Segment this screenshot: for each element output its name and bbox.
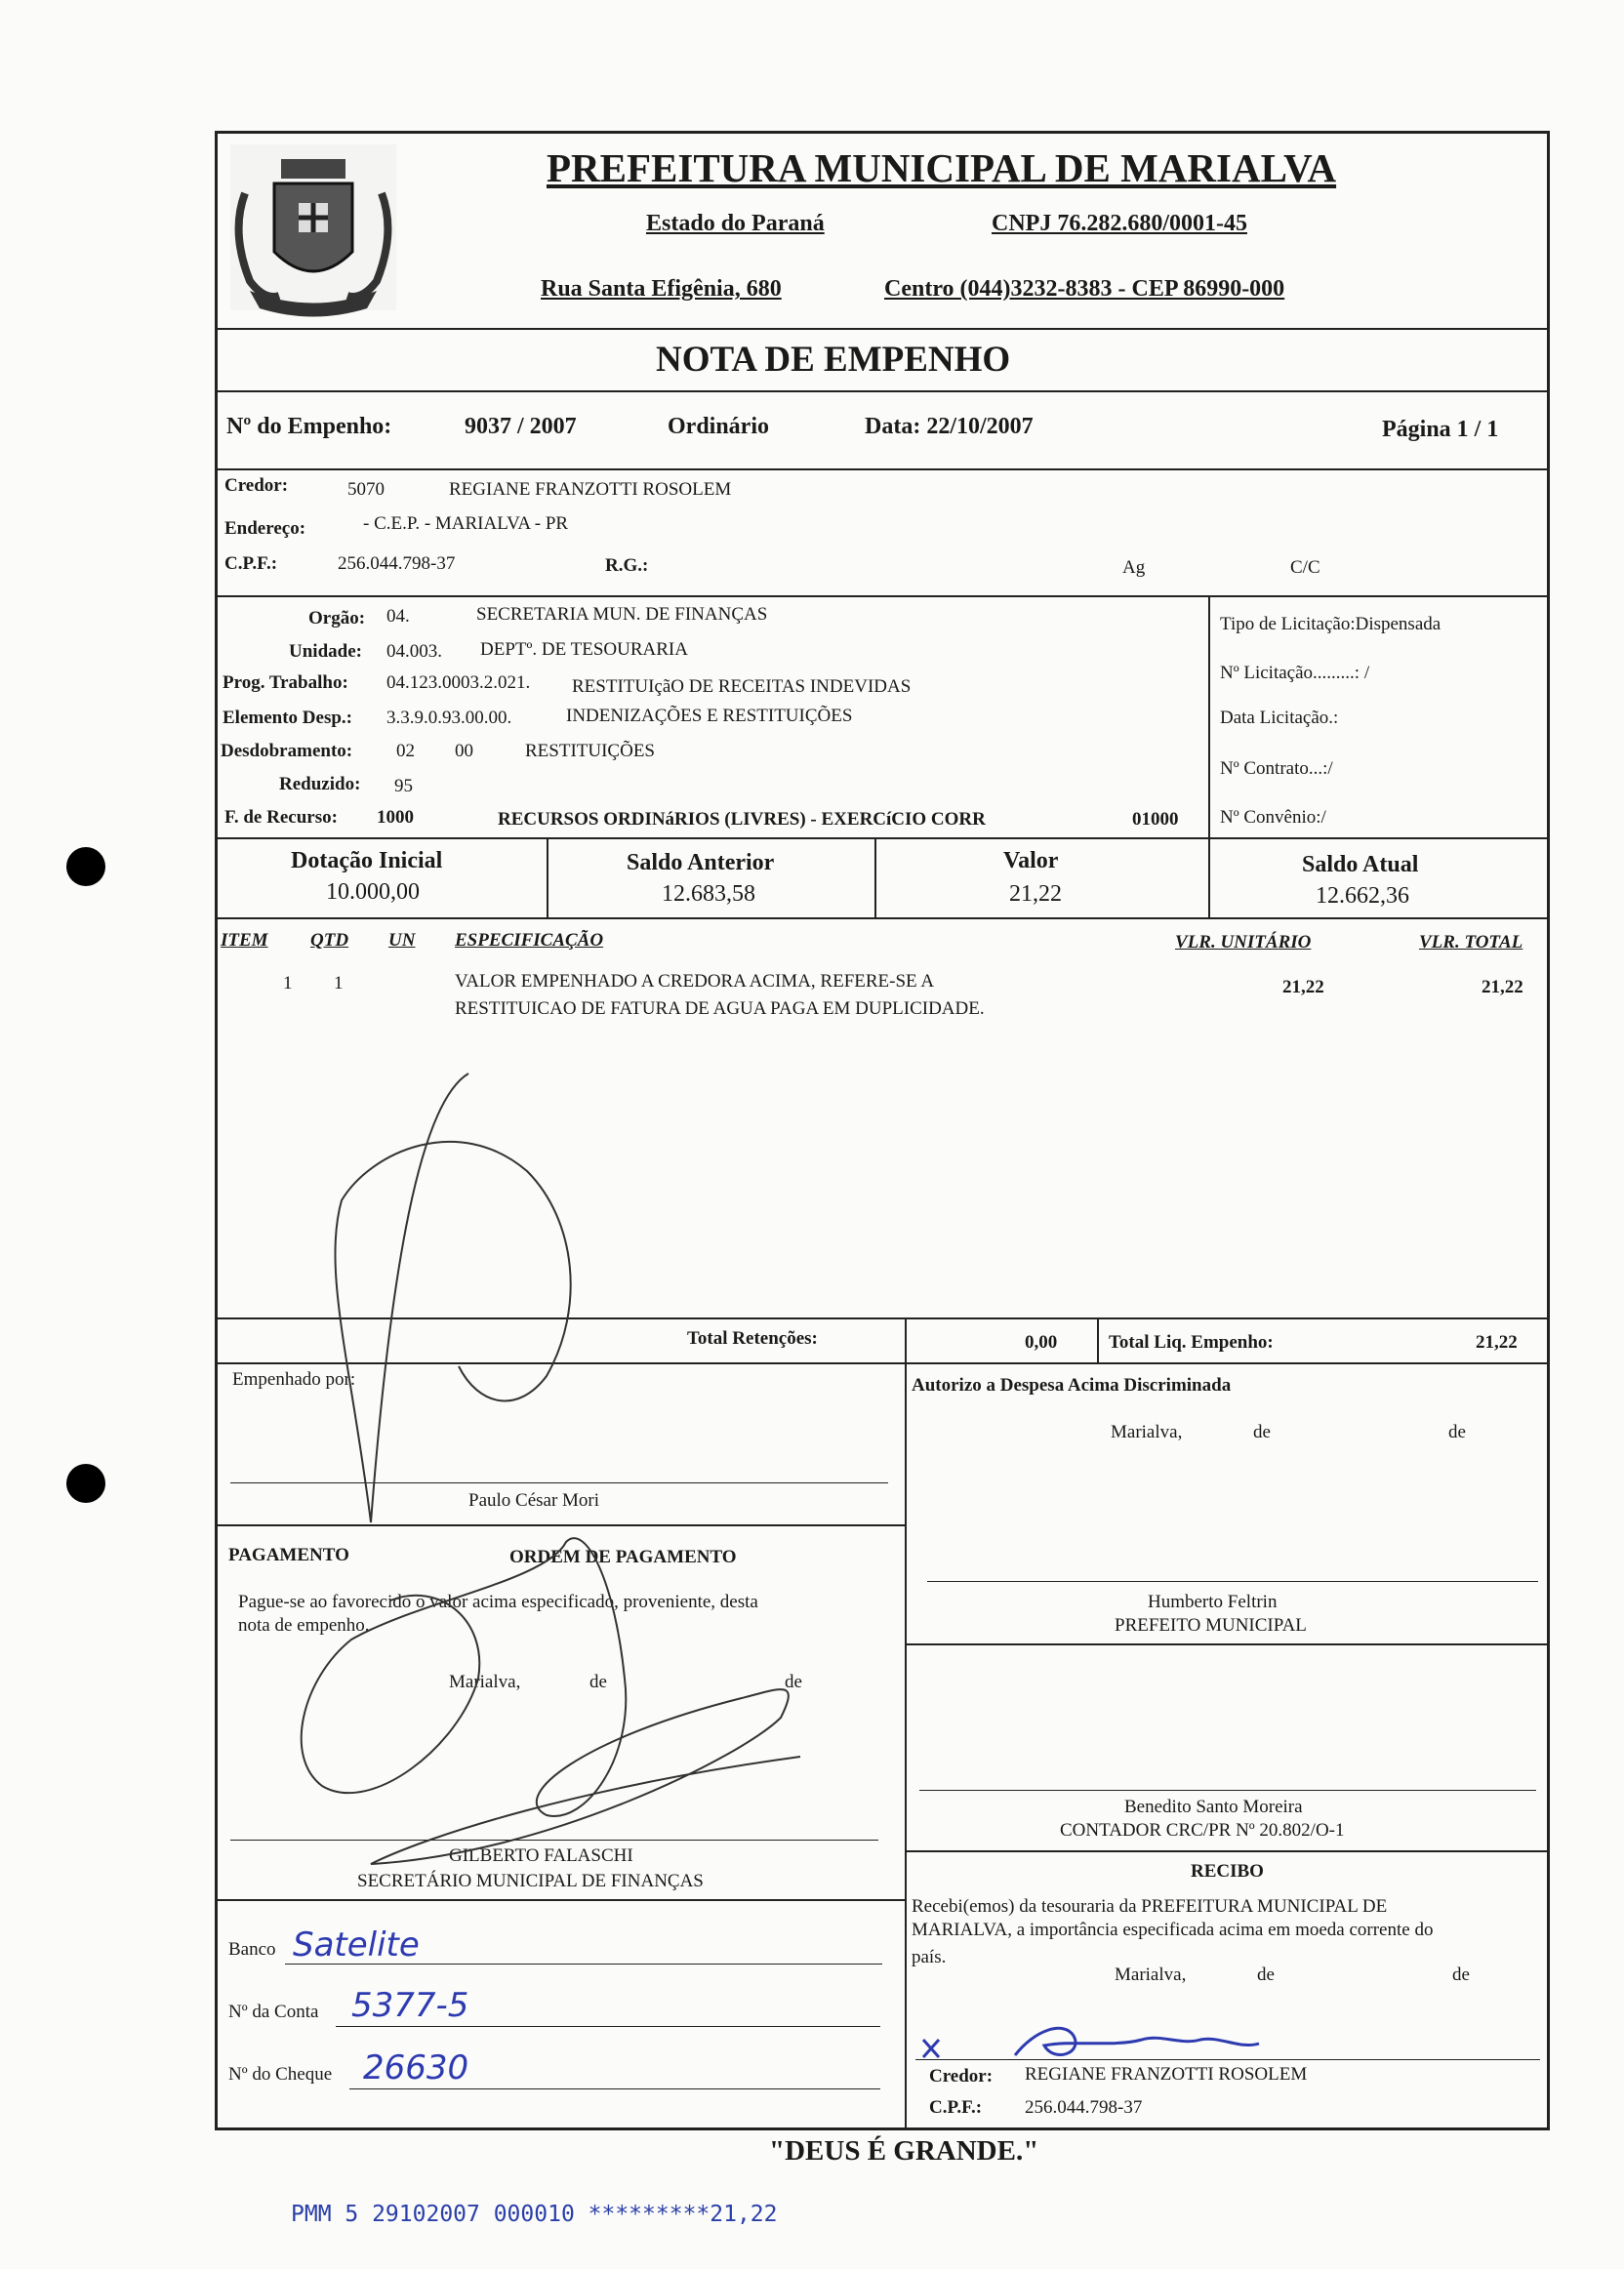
item-spec-line1: VALOR EMPENHADO A CREDORA ACIMA, REFERE-SE A [455,971,935,992]
item-vlr-unitario: 21,22 [1282,977,1324,997]
payment-stamp: PMM 5 29102007 000010 *********21,22 [291,2202,778,2227]
recibo-text-line3: país. [912,1947,947,1967]
desdobramento-code1: 02 [396,741,415,761]
desdobramento-name: RESTITUIÇÕES [525,741,655,761]
endereco-label: Endereço: [224,518,306,539]
recibo-credor-name: REGIANE FRANZOTTI ROSOLEM [1025,2064,1308,2085]
pagamento-de1: de [589,1672,607,1692]
ordem-pagamento-label: ORDEM DE PAGAMENTO [509,1547,737,1567]
item-vlr-total: 21,22 [1482,977,1523,997]
unidade-code: 04.003. [386,641,442,662]
recibo-cpf-label: C.P.F.: [929,2097,983,2118]
total-retencoes-value: 0,00 [1025,1332,1058,1353]
saldo-atual-label: Saldo Atual [1302,852,1419,877]
autorizo-de2: de [1448,1422,1466,1442]
cheque-label: Nº do Cheque [228,2064,333,2085]
punch-hole-bottom [66,1464,105,1503]
unidade-label: Unidade: [289,641,362,662]
recibo-text-line1: Recebi(emos) da tesouraria da PREFEITURA MUNICIPAL DE [912,1896,1388,1917]
fonte-recurso-name: RECURSOS ORDINáRIOS (LIVRES) - EXERCíCIO CORR [498,809,986,830]
contador-role: CONTADOR CRC/PR Nº 20.802/O-1 [1060,1820,1345,1841]
col-un: UN [388,930,416,951]
elemento-name: INDENIZAÇÕES E RESTITUIÇÕES [566,706,853,726]
elemento-code: 3.3.9.0.93.00.00. [386,708,512,728]
municipality-title: PREFEITURA MUNICIPAL DE MARIALVA [547,145,1337,190]
recibo-cpf: 256.044.798-37 [1025,2097,1143,2118]
saldo-anterior-value: 12.683,58 [662,881,755,907]
empenho-date: Data: 22/10/2007 [865,414,1034,439]
pagamento-text-line2: nota de empenho. [238,1615,370,1636]
valor-label: Valor [1003,848,1059,873]
dotacao-inicial-value: 10.000,00 [326,879,420,905]
state-name: Estado do Paraná [646,211,825,236]
endereco: - C.E.P. - MARIALVA - PR [363,513,569,534]
data-licitacao: Data Licitação.: [1220,708,1339,728]
document-title: NOTA DE EMPENHO [656,340,1011,380]
pagamento-de2: de [785,1672,802,1692]
reduzido-value: 95 [394,776,413,796]
col-vlr-total: VLR. TOTAL [1419,932,1523,952]
dotacao-inicial-label: Dotação Inicial [291,848,443,873]
cheque-value: 26630 [363,2048,469,2087]
desdobramento-code2: 00 [455,741,473,761]
numero-convenio: Nº Convênio:/ [1220,807,1326,828]
tipo-licitacao: Tipo de Licitação:Dispensada [1220,614,1441,634]
col-vlr-unitario: VLR. UNITÁRIO [1175,932,1312,952]
total-retencoes-label: Total Retenções: [687,1328,818,1349]
recibo-de2: de [1452,1965,1470,1985]
conta-label: Nº da Conta [228,2002,319,2022]
prog-trabalho-name: RESTITUIçãO DE RECEITAS INDEVIDAS [572,676,912,697]
empenho-number-label: Nº do Empenho: [226,414,392,439]
item-spec-line2: RESTITUICAO DE FATURA DE AGUA PAGA EM DUPLICIDADE. [455,998,985,1019]
cpf: 256.044.798-37 [338,553,456,574]
prefeito-role: PREFEITO MUNICIPAL [1115,1615,1307,1636]
empenho-number: 9037 / 2007 [465,414,577,439]
autorizo-de1: de [1253,1422,1271,1442]
numero-licitacao: Nº Licitação.........: / [1220,663,1370,683]
col-qtd: QTD [310,930,349,951]
fonte-recurso-label: F. de Recurso: [224,807,338,828]
orgao-label: Orgão: [308,608,366,628]
prefeito-name: Humberto Feltrin [1148,1592,1278,1612]
punch-hole-top [66,847,105,886]
desdobramento-label: Desdobramento: [221,741,353,761]
valor-value: 21,22 [1009,881,1062,907]
prog-trabalho-label: Prog. Trabalho: [223,672,348,693]
credor-name: REGIANE FRANZOTTI ROSOLEM [449,479,732,500]
reduzido-label: Reduzido: [279,774,361,794]
item-number: 1 [283,973,293,993]
col-item: ITEM [221,930,268,951]
item-qtd: 1 [334,973,344,993]
pagamento-label: PAGAMENTO [228,1545,349,1565]
col-especificacao: ESPECIFICAÇÃO [455,930,604,951]
banco-value: Satelite [293,1925,420,1965]
empenhado-por-name: Paulo César Mori [468,1490,600,1511]
secretario-role: SECRETÁRIO MUNICIPAL DE FINANÇAS [357,1871,704,1891]
numero-contrato: Nº Contrato...:/ [1220,758,1333,779]
credor-label: Credor: [224,475,289,496]
total-liquido-value: 21,22 [1476,1332,1518,1353]
autorizo-place: Marialva, [1111,1422,1183,1442]
cnpj: CNPJ 76.282.680/0001-45 [992,211,1247,236]
unidade-name: DEPTº. DE TESOURARIA [480,639,688,660]
elemento-label: Elemento Desp.: [223,708,352,728]
saldo-anterior-label: Saldo Anterior [627,850,775,875]
secretario-name: GILBERTO FALASCHI [449,1845,633,1866]
conta-corrente-label: C/C [1290,557,1320,578]
orgao-name: SECRETARIA MUN. DE FINANÇAS [476,604,768,625]
rg-label: R.G.: [605,555,649,576]
contador-name: Benedito Santo Moreira [1124,1797,1303,1817]
credor-code: 5070 [347,479,385,500]
recibo-label: RECIBO [1191,1861,1264,1882]
fonte-recurso-code: 1000 [377,807,414,828]
conta-value: 5377-5 [351,1986,469,2025]
pagamento-text-line1: Pague-se ao favorecido o valor acima especificado, proveniente, desta [238,1592,758,1612]
recibo-place: Marialva, [1115,1965,1187,1985]
recibo-de1: de [1257,1965,1275,1985]
banco-label: Banco [228,1939,276,1960]
page-number: Página 1 / 1 [1382,417,1499,442]
orgao-code: 04. [386,606,410,627]
agencia-label: Ag [1122,557,1146,578]
prog-trabalho-code: 04.123.0003.2.021. [386,672,531,693]
fonte-recurso-code2: 01000 [1132,809,1179,830]
saldo-atual-value: 12.662,36 [1316,883,1409,909]
street-address: Rua Santa Efigênia, 680 [541,276,782,302]
recibo-credor-label: Credor: [929,2066,994,2087]
empenho-type: Ordinário [668,414,770,439]
pagamento-place: Marialva, [449,1672,521,1692]
autorizo-label: Autorizo a Despesa Acima Discriminada [912,1375,1232,1396]
cpf-label: C.P.F.: [224,553,278,574]
contact-info: Centro (044)3232-8383 - CEP 86990-000 [884,276,1285,302]
total-liquido-label: Total Liq. Empenho: [1109,1332,1274,1353]
footer-motto: "DEUS É GRANDE." [769,2135,1039,2167]
empenhado-por-label: Empenhado por: [232,1369,356,1390]
recibo-text-line2: MARIALVA, a importância especificada acima em moeda corrente do [912,1920,1434,1940]
